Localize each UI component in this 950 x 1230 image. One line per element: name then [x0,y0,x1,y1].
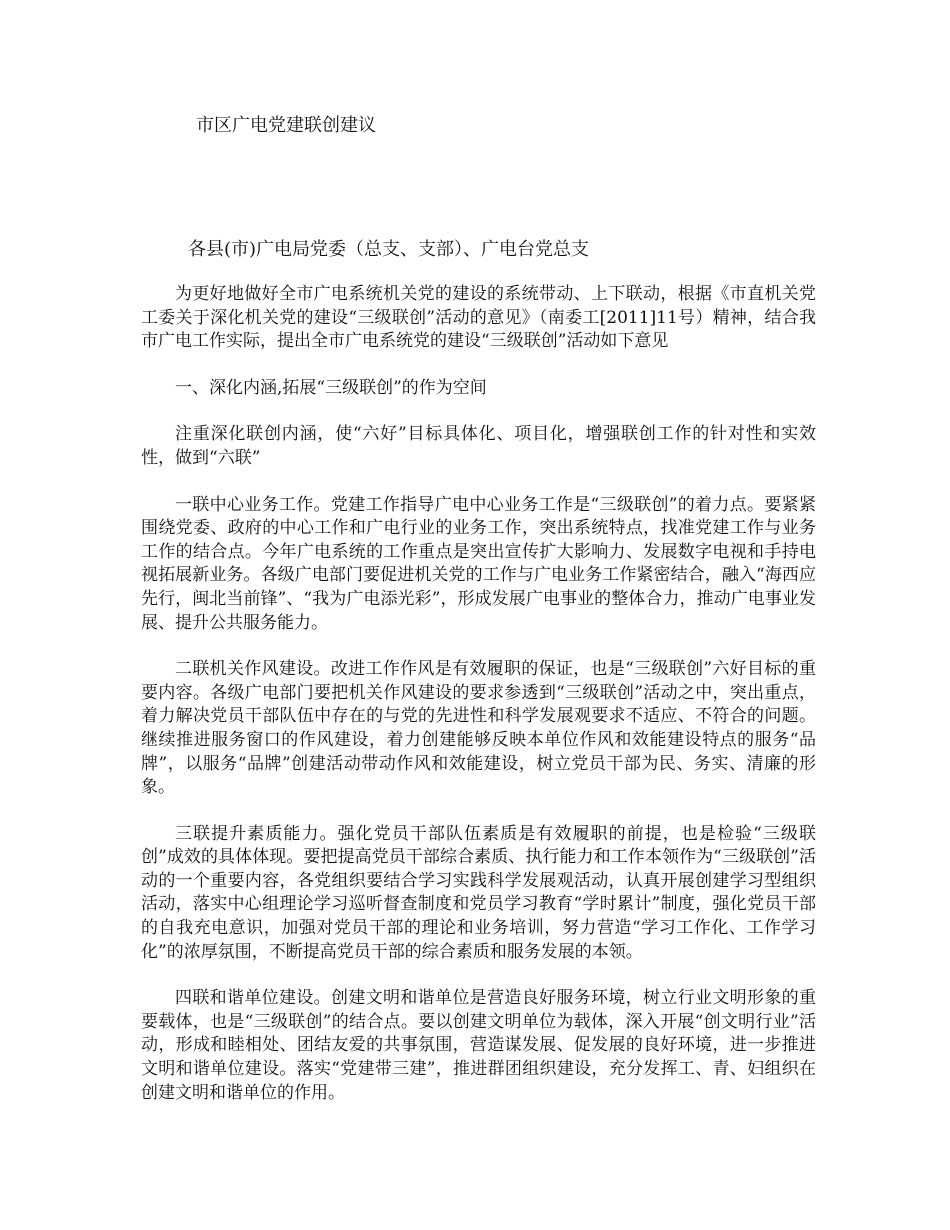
paragraph-first-link: 一联中心业务工作。党建工作指导广电中心业务工作是“三级联创”的着力点。要紧紧围绕党委、政府的中心工作和广电行业的业务工作，突出系统特点，找准党建工作与业务工作的结合点。今年广电系统的工作重点是突出宣传扩大影响力、发展数字电视和手持电视拓展新业务。各级广电部门要促进机关党的工作与广电业务工作紧密结合，融入“海西应先行，闽北当前锋”、“我为广电添光彩”，形成发展广电事业的整体合力，推动广电事业发展、提升公共服务能力。 [141,494,816,633]
intro-paragraph: 为更好地做好全市广电系统机关党的建设的系统带动、上下联动，根据《市直机关党工委关于深化机关党的建设“三级联创”活动的意见》（南委工[2011]11号）精神，结合我市广电工作实际，提出全市广电系统党的建设“三级联创”活动如下意见 [141,284,816,352]
section-intro-paragraph: 注重深化联创内涵，使“六好”目标具体化、项目化，增强联创工作的针对性和实效性，做到“六联” [141,424,816,468]
paragraph-second-link: 二联机关作风建设。改进工作作风是有效履职的保证，也是“三级联创”六好目标的重要内容。各级广电部门要把机关作风建设的要求参透到“三级联创”活动之中，突出重点，着力解决党员干部队伍中存在的与党的先进性和科学发展观要求不适应、不符合的问题。继续推进服务窗口的作风建设，着力创建能够反映本单位作风和效能建设特点的服务“品牌”，以服务“品牌”创建活动带动作风和效能建设，树立党员干部为民、务实、清廉的形象。 [141,659,816,798]
section-heading: 一、深化内涵,拓展“三级联创”的作为空间 [175,377,487,398]
addressee-line: 各县(市)广电局党委（总支、支部）、广电台党总支 [188,239,590,260]
paragraph-third-link: 三联提升素质能力。强化党员干部队伍素质是有效履职的前提，也是检验“三级联创”成效的具体体现。要把提高党员干部综合素质、执行能力和工作本领作为“三级联创”活动的一个重要内容，各党组织要结合学习实践科学发展观活动，认真开展创建学习型组织活动，落实中心组理论学习巡听督查制度和党员学习教育“学时累计”制度，强化党员干部的自我充电意识，加强对党员干部的理论和业务培训，努力营造“学习工作化、工作学习化”的浓厚氛围，不断提高党员干部的综合素质和服务发展的本领。 [141,823,816,962]
paragraph-fourth-link: 四联和谐单位建设。创建文明和谐单位是营造良好服务环境，树立行业文明形象的重要载体，也是“三级联创”的结合点。要以创建文明单位为载体，深入开展“创文明行业”活动，形成和睦相处、团结友爱的共事氛围，营造谋发展、促发展的良好环境，进一步推进文明和谐单位建设。落实“党建带三建”，推进群团组织建设，充分发挥工、青、妇组织在创建文明和谐单位的作用。 [141,988,816,1103]
document-body [141,283,816,1128]
document-title: 市区广电党建联创建议 [196,115,376,136]
